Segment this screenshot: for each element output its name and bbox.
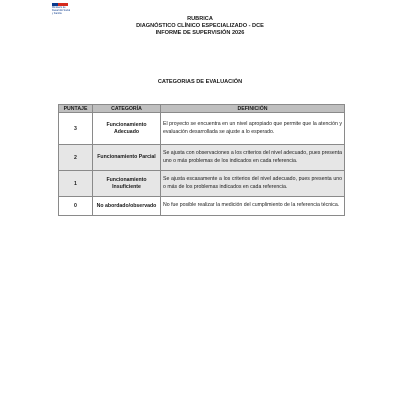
table-row bbox=[59, 145, 345, 171]
ministry-logo bbox=[52, 3, 71, 15]
header-title: RUBRICA bbox=[187, 16, 213, 22]
table-row bbox=[59, 171, 345, 197]
definition-cell: El proyecto se encuentra en un nivel apropiado que permite que la atención y evaluación desarrollada se ajuste a lo esperado. bbox=[161, 113, 345, 145]
header-subtitle: DIAGNÓSTICO CLÍNICO ESPECIALIZADO - DCE bbox=[136, 23, 264, 30]
section-title: CATEGORIAS DE EVALUACIÓN bbox=[157, 79, 243, 85]
header-definition: DEFINICIÓN bbox=[161, 105, 345, 113]
category-cell: Funcionamiento Insuficiente bbox=[93, 171, 161, 197]
header-category: CATEGORÍA bbox=[93, 105, 161, 113]
score-cell: 1 bbox=[59, 171, 93, 197]
category-cell: Funcionamiento Parcial bbox=[93, 145, 161, 171]
table-row bbox=[59, 113, 345, 145]
evaluation-table bbox=[58, 104, 345, 216]
logo-text: Ministerio de Desarrollo Social y Familia bbox=[52, 6, 71, 15]
score-cell: 0 bbox=[59, 197, 93, 216]
document-header bbox=[0, 16, 400, 38]
table-header-row bbox=[59, 105, 345, 113]
header-report: INFORME DE SUPERVISIÓN 2026 bbox=[155, 30, 245, 37]
definition-cell: Se ajusta con observaciones a los criterios del nivel adecuado, pues presenta uno o más problemas de los indicados en cada referencia. bbox=[161, 145, 345, 171]
table-row bbox=[59, 197, 345, 216]
category-cell: Funcionamiento Adecuado bbox=[93, 113, 161, 145]
score-cell: 3 bbox=[59, 113, 93, 145]
category-cell: No abordado/observado bbox=[93, 197, 161, 216]
score-cell: 2 bbox=[59, 145, 93, 171]
definition-cell: Se ajusta escasamente a los criterios del nivel adecuado, pues presenta uno o más de los problemas indicados en cada referencia. bbox=[161, 171, 345, 197]
definition-cell: No fue posible realizar la medición del cumplimiento de la referencia técnica. bbox=[161, 197, 345, 216]
header-score: PUNTAJE bbox=[59, 105, 93, 113]
